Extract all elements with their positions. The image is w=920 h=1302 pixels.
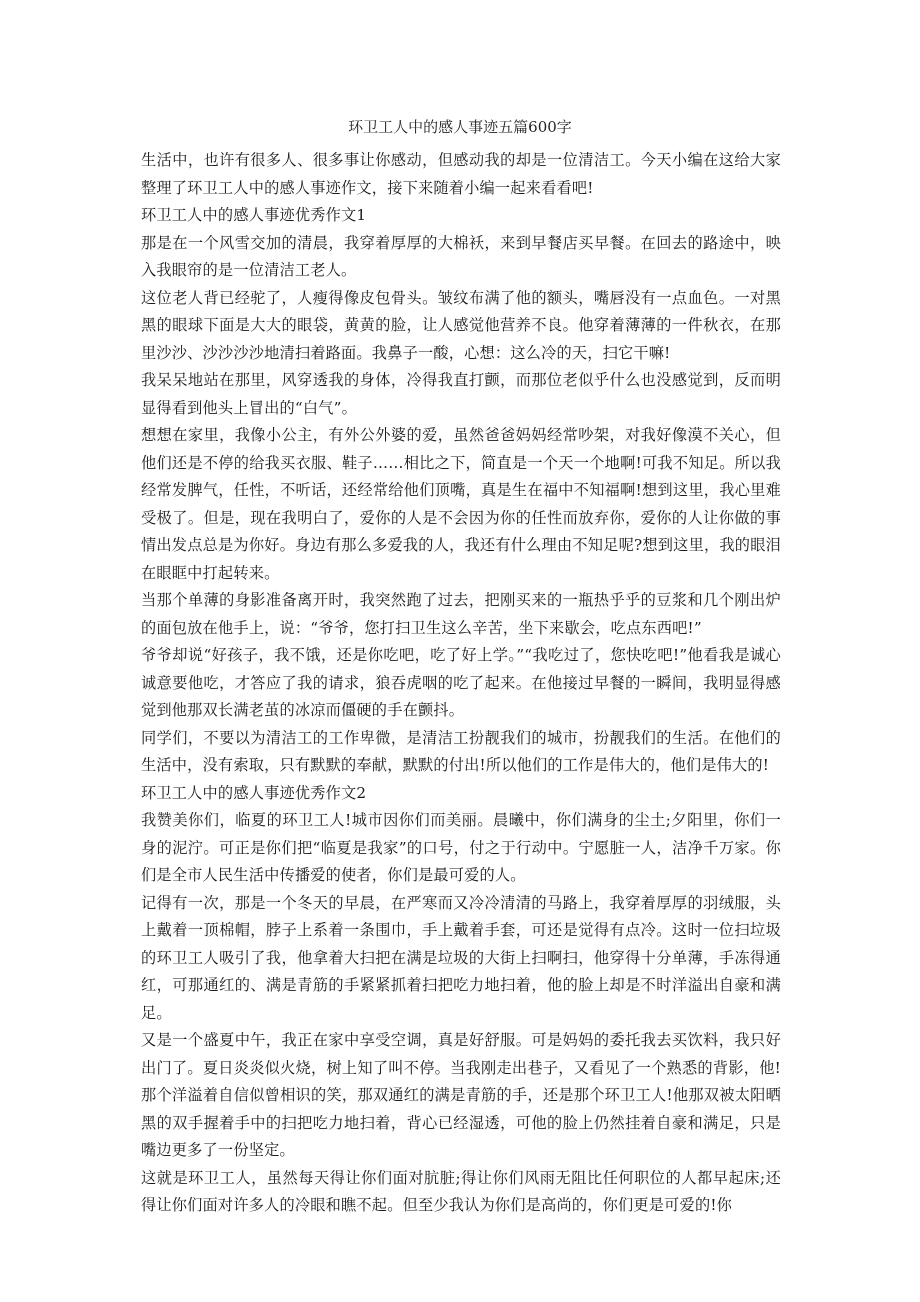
section-heading-2: 环卫工人中的感人事迹优秀作文2	[141, 783, 367, 802]
body-paragraph: 这就是环卫工人，虽然每天得让你们面对肮脏;得让你们风雨无阻比任何职位的人都早起床;还得让你们面对许多人的冷眼和瞧不起。但至少我认为你们是高尚的，你们更是可爱的!你	[141, 1168, 781, 1214]
body-paragraph: 又是一个盛夏中午，我正在家中享受空调，真是好舒服。可是妈妈的委托我去买饮料，我只好出门了。夏日炎炎似火烧，树上知了叫不停。当我刚走出巷子，又看见了一个熟悉的背影，他!那个洋溢着自信似曾相识的笑，那双通红的满是青筋的手，还是那个环卫工人!他那双被太阳晒黑的双手握着手中的扫把吃力地扫着，背心已经湿透，可他的脸上仍然挂着自豪和满足，只是嘴边更多了一份坚定。	[141, 1031, 781, 1159]
body-paragraph: 这位老人背已经驼了，人瘦得像皮包骨头。皱纹布满了他的额头，嘴唇没有一点血色。一对黑黑的眼球下面是大大的眼袋，黄黄的脸，让人感觉他营养不良。他穿着薄薄的一件秋衣，在那里沙沙、沙沙沙沙地清扫着路面。我鼻子一酸，心想：这么冷的天，扫它干嘛!	[141, 288, 781, 362]
document-title: 环卫工人中的感人事迹五篇600字	[348, 118, 572, 136]
body-paragraph: 同学们，不要以为清洁工的工作卑微，是清洁工扮靓我们的城市，扮靓我们的生活。在他们的生活中，没有索取，只有默默的奉献，默默的付出!所以他们的工作是伟大的，他们是伟大的!	[141, 728, 781, 774]
body-paragraph: 想想在家里，我像小公主，有外公外婆的爱，虽然爸爸妈妈经常吵架，对我好像漠不关心，但他们还是不停的给我买衣服、鞋子……相比之下，简直是一个天一个地啊!可我不知足。所以我经常发脾气，任性，不听话，还经常给他们顶嘴，真是生在福中不知福啊!想到这里，我心里难受极了。但是，现在我明白了，爱你的人是不会因为你的任性而放弃你，爱你的人让你做的事情出发点总是为你好。身边有那么多爱我的人，我还有什么理由不知足呢?想到这里，我的眼泪在眼眶中打起转来。	[141, 426, 781, 582]
body-paragraph: 当那个单薄的身影准备离开时，我突然跑了过去，把刚买来的一瓶热乎乎的豆浆和几个刚出炉的面包放在他手上，说：“爷爷，您打扫卫生这么辛苦，坐下来歇会，吃点东西吧!”	[141, 591, 781, 637]
body-paragraph: 我呆呆地站在那里，风穿透我的身体，冷得我直打颤，而那位老似乎什么也没感觉到，反而明显得看到他头上冒出的“白气”。	[141, 371, 781, 417]
intro-paragraph: 生活中，也许有很多人、很多事让你感动，但感动我的却是一位清洁工。今天小编在这给大家整理了环卫工人中的感人事迹作文，接下来随着小编一起来看看吧!	[141, 151, 781, 197]
document-body	[141, 147, 781, 1220]
section-heading-1: 环卫工人中的感人事迹优秀作文1	[141, 206, 367, 224]
body-paragraph: 爷爷却说“好孩子，我不饿，还是你吃吧，吃了好上学。”“我吃过了，您快吃吧!”他看我是诚心诚意要他吃，才答应了我的请求，狼吞虎咽的吃了起来。在他接过早餐的一瞬间，我明显得感觉到他那双长满老茧的冰凉而僵硬的手在颤抖。	[141, 646, 781, 719]
body-paragraph: 记得有一次，那是一个冬天的早晨，在严寒而又冷冷清清的马路上，我穿着厚厚的羽绒服，头上戴着一顶棉帽，脖子上系着一条围巾，手上戴着手套，可还是觉得有点冷。这时一位扫垃圾的环卫工人吸引了我，他拿着大扫把在满是垃圾的大街上扫啊扫，他穿得十分单薄，手冻得通红，可那通红的、满是青筋的手紧紧抓着扫把吃力地扫着，他的脸上却是不时洋溢出自豪和满足。	[141, 893, 781, 1022]
body-paragraph: 我赞美你们，临夏的环卫工人!城市因你们而美丽。晨曦中，你们满身的尘土;夕阳里，你们一身的泥泞。可正是你们把“临夏是我家”的口号，付之于行动中。宁愿脏一人，洁净千万家。你们是全市人民生活中传播爱的使者，你们是最可爱的人。	[141, 811, 781, 884]
body-paragraph: 那是在一个风雪交加的清晨，我穿着厚厚的大棉袄，来到早餐店买早餐。在回去的路途中，映入我眼帘的是一位清洁工老人。	[141, 233, 781, 279]
